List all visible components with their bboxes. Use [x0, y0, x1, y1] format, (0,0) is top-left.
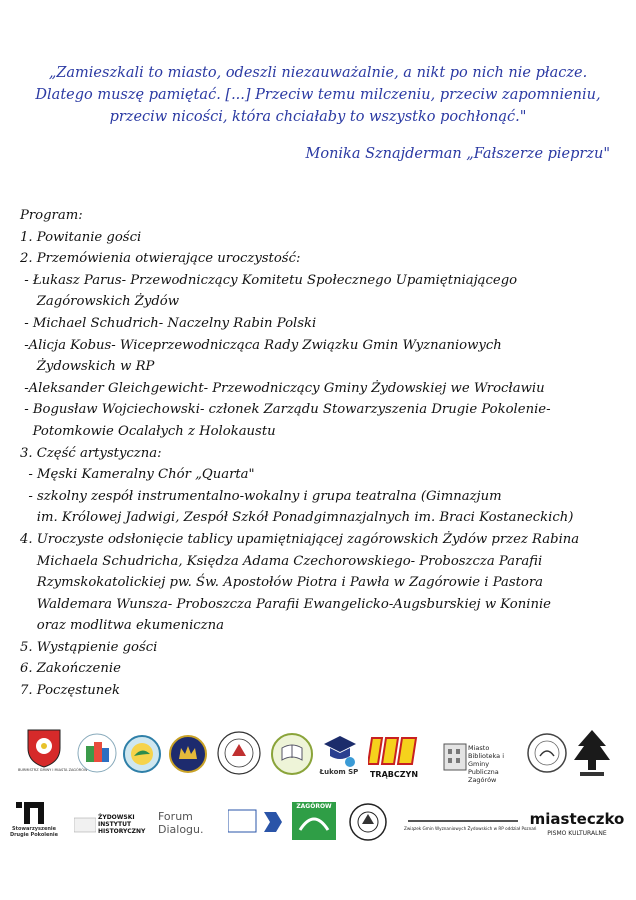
quote-line: przeciw nicości, która chciałaby to wszystko pochłonąć." — [109, 109, 527, 125]
program-line: 3. Część artystyczna: — [20, 445, 162, 461]
zagorow-green-caption: ZAGÓROW — [296, 803, 332, 810]
circular-dove-emblem-icon — [122, 734, 162, 774]
program-list — [20, 205, 620, 702]
foundation-seal-icon — [526, 732, 568, 774]
quote-line: Dlatego muszę pamiętać. [...] Przeciw temu milczeniu, przeciw zapomnieniu, — [35, 87, 601, 103]
program-line: Program: — [20, 208, 83, 223]
regional-museum-icon — [76, 732, 118, 774]
fodz-logo-icon — [228, 806, 288, 836]
football-club-logo-icon — [368, 734, 420, 768]
jewish-community-poznan-caption: Związek Gmin Wyznaniowych Żydowskich w RP oddział Poznań — [404, 826, 537, 831]
program-line: 2. Przemówienia otwierające uroczystość: — [20, 251, 301, 267]
program-line: - szkolny zespół instrumentalno-wokalny i grupa teatralna (Gimnazjum — [20, 488, 502, 504]
coat-of-arms-caption: BURMISTRZ GMINY I MIASTA ZAGÓRÓW — [18, 768, 88, 772]
program-line: - Łukasz Parus- Przewodniczący Komitetu Społecznego Upamiętniającego — [20, 272, 518, 288]
program-line: 7. Poczęstunek — [20, 683, 121, 699]
program-line: 5. Wystąpienie gości — [20, 639, 158, 655]
second-generation-logo-icon — [14, 798, 50, 826]
school-circular-seal-icon — [216, 730, 262, 776]
quote-line: „Zamieszkali to miasto, odeszli niezauważalnie, a nikt po nich nie płacze. — [48, 65, 588, 81]
program-line: Zagórowskich Żydów — [20, 294, 180, 310]
book-circle-logo-icon — [270, 732, 314, 776]
program-line: Żydowskich w RP — [20, 359, 155, 375]
program-line: Rzymskokatolickiej pw. Św. Apostołów Piotra i Pawła w Zagórowie i Pastora — [20, 575, 544, 591]
library-building-icon — [442, 740, 468, 772]
circular-seal-icon — [348, 802, 388, 842]
program-line: 4. Uroczyste odsłonięcie tablicy upamiętniającej zagórowskich Żydów przez Rabina — [20, 531, 580, 547]
program-line: 6. Zakończenie — [20, 661, 121, 677]
miasteczko-logo-icon: miasteczko — [529, 810, 625, 828]
jewish-community-poznan-logo-icon — [408, 812, 518, 820]
lukom-caption: Łukom SP — [319, 768, 359, 776]
quote-author: Monika Sznajderman „Fałszerze pieprzu" — [305, 146, 610, 162]
program-line: Michaela Schudricha, Księdza Adama Czechorowskiego- Proboszcza Parafii — [20, 553, 543, 569]
sponsor-logos-row-2 — [8, 796, 628, 856]
program-line: - Bogusław Wojciechowski- członek Zarządu Stowarzyszenia Drugie Pokolenie- — [20, 402, 551, 418]
program-line: im. Królowej Jadwigi, Zespół Szkół Ponadgimnazjalnych im. Braci Kostaneckich) — [20, 510, 574, 526]
program-line: -Alicja Kobus- Wiceprzewodnicząca Rady Związku Gmin Wyznaniowych — [20, 337, 502, 353]
trabczyn-caption: TRĄBCZYN — [369, 770, 419, 779]
quote — [20, 62, 616, 128]
second-generation-caption: Stowarzyszenie Drugie Pokolenie — [9, 826, 59, 838]
crown-emblem-icon — [168, 734, 208, 774]
graduation-cap-logo-icon — [320, 730, 360, 770]
miasteczko-subtitle: PISMO KULTURALNE — [547, 830, 607, 837]
forum-dialogu-caption: Forum Dialogu. — [158, 810, 204, 836]
program-line: -Aleksander Gleichgewicht- Przewodniczący Gminy Żydowskiej we Wrocławiu — [20, 380, 545, 396]
program-line: - Męski Kameralny Chór „Quarta" — [20, 467, 255, 483]
program-line: 1. Powitanie gości — [20, 229, 142, 245]
sponsor-logos-row-1 — [18, 728, 620, 784]
program-line: oraz modlitwa ekumeniczna — [20, 618, 224, 634]
program-line: - Michael Schudrich- Naczelny Rabin Polski — [20, 315, 317, 331]
program-line: Potomkowie Ocalałych z Holokaustu — [20, 423, 276, 439]
tree-silhouette-icon — [572, 728, 612, 778]
library-caption: Miasto Biblioteka i Gminy Publiczna Zagórów — [468, 744, 505, 784]
zih-caption: ŻYDOWSKI INSTYTUT HISTORYCZNY — [98, 814, 146, 835]
jewish-historical-institute-logo-icon — [74, 816, 96, 834]
program-line: Waldemara Wunsza- Proboszcza Parafii Ewangelicko-Augsburskiej w Koninie — [20, 596, 551, 612]
